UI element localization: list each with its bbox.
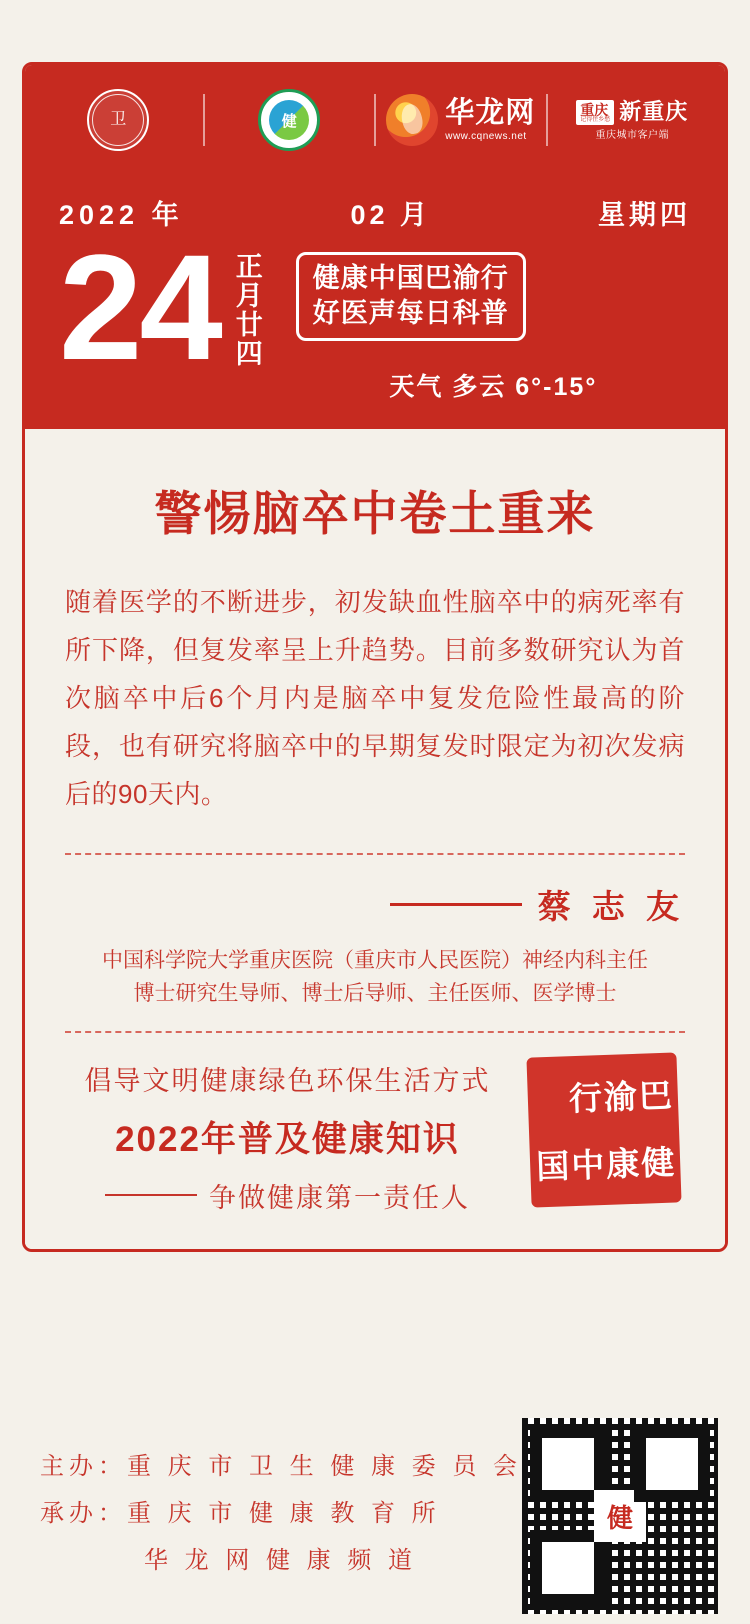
campaign-rule bbox=[105, 1194, 197, 1196]
author-block bbox=[65, 855, 685, 1031]
campaign-slogan-line2: 好医声每日科普 bbox=[312, 297, 509, 328]
footer-undertaker-label: 承办： bbox=[40, 1499, 127, 1527]
author-title-line1: 中国科学院大学重庆医院（重庆市人民医院）神经内科主任 bbox=[102, 948, 648, 972]
logo-hualongwang[interactable] bbox=[376, 65, 546, 175]
author-title-line2: 博士研究生导师、博士后导师、主任医师、医学博士 bbox=[133, 982, 617, 1006]
new-chongqing-city-badge: 重庆 记得住乡愁 bbox=[576, 100, 614, 125]
stamp-text-1: 巴渝行 bbox=[564, 1076, 673, 1115]
footer-organizer-value: 重 庆 市 卫 生 健 康 委 员 会 bbox=[127, 1453, 523, 1480]
footer-undertaker-value: 重 庆 市 健 康 教 育 所 bbox=[127, 1499, 441, 1527]
footer-undertaker bbox=[40, 1491, 522, 1538]
footer-organizer-label: 主办： bbox=[40, 1453, 127, 1480]
new-chongqing-subtitle: 重庆城市客户端 bbox=[595, 129, 669, 141]
health-education-institute-icon: 健 bbox=[258, 89, 320, 151]
campaign-block bbox=[65, 1033, 685, 1249]
article-section bbox=[25, 429, 725, 1249]
campaign-slogan-line1: 健康中国巴渝行 bbox=[312, 263, 509, 293]
stamp-text-0: 健康中国 bbox=[531, 1143, 675, 1183]
campaign-slogan-box bbox=[296, 252, 526, 341]
author-rule bbox=[390, 903, 522, 906]
weather-info: 天气 多云 6°-15° bbox=[389, 373, 598, 402]
lunar-date: 正月廿四 bbox=[231, 252, 262, 368]
poster-card bbox=[22, 62, 728, 1252]
hualongwang-url: www.cqnews.net bbox=[445, 130, 527, 142]
qr-center-logo: 健 bbox=[594, 1490, 646, 1542]
logo-new-chongqing[interactable] bbox=[548, 65, 718, 175]
hualongwang-mark-icon bbox=[386, 94, 438, 146]
logo-health-commission bbox=[33, 65, 203, 175]
date-block bbox=[25, 175, 725, 429]
footer-organizer bbox=[40, 1444, 522, 1491]
date-day-number: 24 bbox=[59, 223, 220, 391]
hualongwang-title: 华龙网 bbox=[445, 96, 536, 129]
new-chongqing-title: 新重庆 bbox=[619, 99, 689, 124]
logo-health-education bbox=[205, 65, 375, 175]
chongqing-health-commission-seal-icon: 卫 bbox=[87, 89, 149, 151]
article-headline: 警惕脑卒中卷土重来 bbox=[154, 487, 596, 541]
footer-undertaker-2: 华 龙 网 健 康 频 道 bbox=[144, 1546, 418, 1574]
logo-bar bbox=[25, 65, 725, 175]
health-china-stamp-icon bbox=[526, 1052, 681, 1207]
article-body: 随着医学的不断进步，初发缺血性脑卒中的病死率有所下降，但复发率呈上升趋势。目前多数研究认为首次脑卒中后6个月内是脑卒中复发危险性最高的阶段，也有研究将脑卒中的早期复发时限定为初次发病后的90天内。 bbox=[65, 587, 685, 810]
date-month: 02 月 bbox=[350, 200, 432, 230]
campaign-line1: 倡导文明健康绿色环保生活方式 bbox=[84, 1065, 491, 1096]
date-weekday: 星期四 bbox=[598, 200, 691, 230]
date-year: 2022 年 bbox=[59, 200, 184, 230]
footer bbox=[22, 1400, 728, 1624]
author-name: 蔡 志 友 bbox=[537, 887, 685, 925]
qr-code[interactable] bbox=[522, 1418, 718, 1614]
campaign-line3: 争做健康第一责任人 bbox=[209, 1182, 470, 1213]
campaign-line2: 2022年普及健康知识 bbox=[115, 1119, 460, 1159]
